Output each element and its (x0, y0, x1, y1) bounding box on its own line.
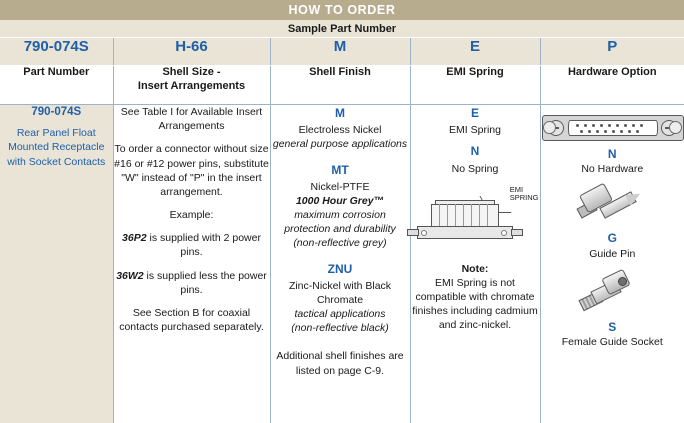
sample-part-number: 790-074S (0, 38, 113, 66)
emi-flange (417, 226, 513, 239)
emi-diagram-label-line1: EMI (510, 186, 539, 194)
dsub-d-shape (568, 120, 658, 136)
shell-size-text-1: See Table I for Available Insert Arrangements (114, 105, 270, 133)
emi-mounting-hole-right (501, 230, 507, 236)
shell-size-text-2: To order a connector without size #16 or #12 power pins, substitute "W" instead of "P" in the insert arrangement. (114, 142, 270, 199)
cell-emi-spring (410, 105, 540, 423)
shell-size-example-label: Example: (114, 208, 270, 222)
shell-size-example-2 (114, 269, 270, 297)
hardware-g-name: Guide Pin (541, 247, 684, 261)
emi-diagram-label-line2: SPRING (510, 194, 539, 202)
hardware-n-code: N (541, 146, 684, 162)
finish-znu-name-1: Zinc-Nickel with Black (271, 279, 410, 293)
emi-diagram-label (510, 186, 539, 202)
subtitle: Sample Part Number (0, 20, 684, 38)
finish-znu-name-2: Chromate (271, 293, 410, 307)
finish-m-note: general purpose applications (271, 137, 410, 151)
example-1-code: 36P2 (122, 232, 147, 244)
hardware-s-name: Female Guide Socket (541, 335, 684, 349)
cell-shell-finish (270, 105, 410, 423)
guide-socket-bore (618, 277, 627, 286)
sample-emi-spring: E (410, 38, 540, 66)
shell-size-example-1 (114, 231, 270, 259)
cell-hardware-option (540, 105, 684, 423)
finish-znu-note-1: tactical applications (271, 307, 410, 321)
shell-size-text-4: See Section B for coaxial contacts purchased separately. (114, 306, 270, 334)
column-header-row (0, 66, 684, 105)
finish-mt-code: MT (271, 162, 410, 178)
header-part-number: Part Number (0, 66, 113, 105)
header-shell-size-line1: Shell Size - (114, 66, 270, 80)
emi-note-body: EMI Spring is not compatible with chromate finishes including cadmium and zinc-nickel. (411, 276, 540, 333)
sample-hardware-option: P (540, 38, 684, 66)
emi-n-name: No Spring (411, 162, 540, 176)
emi-n-code: N (411, 143, 540, 159)
example-1-text: is supplied with 2 power pins. (147, 232, 261, 258)
hardware-g-code: G (541, 230, 684, 246)
header-shell-finish: Shell Finish (270, 66, 410, 105)
page-title: HOW TO ORDER (0, 0, 684, 20)
sample-shell-finish: M (270, 38, 410, 66)
emi-e-name: EMI Spring (411, 123, 540, 137)
finish-znu-code: ZNU (271, 261, 410, 277)
finish-mt-note-3: (non-reflective grey) (271, 236, 410, 250)
part-number-code: 790-074S (0, 105, 113, 121)
sample-part-number-row (0, 38, 684, 66)
finish-mt-name: Nickel-PTFE (271, 180, 410, 194)
cell-shell-size (113, 105, 270, 423)
finish-m-name: Electroless Nickel (271, 123, 410, 137)
sample-shell-size: H-66 (113, 38, 270, 66)
finish-footer: Additional shell finishes are listed on page C-9. (271, 349, 410, 377)
emi-note (411, 262, 540, 333)
part-number-description: Rear Panel Float Mounted Receptacle with Socket Contacts (0, 126, 113, 170)
how-to-order-table (0, 38, 684, 423)
finish-m-code: M (271, 105, 410, 121)
emi-e-code: E (411, 105, 540, 121)
guide-pin-diagram (572, 182, 652, 228)
emi-connector-hatching (431, 204, 497, 226)
header-shell-size (113, 66, 270, 105)
header-emi-spring: EMI Spring (410, 66, 540, 105)
content-row (0, 105, 684, 423)
cell-part-number (0, 105, 113, 423)
emi-mounting-hole-left (421, 230, 427, 236)
emi-flange-ear-left (407, 229, 419, 236)
hardware-s-code: S (541, 319, 684, 335)
example-2-code: 36W2 (116, 270, 143, 282)
emi-flange-ear-right (511, 229, 523, 236)
example-2-text: is supplied less the power pins. (144, 270, 267, 296)
header-hardware-option: Hardware Option (540, 66, 684, 105)
hardware-n-name: No Hardware (541, 162, 684, 176)
finish-mt-note-2: maximum corrosion protection and durability (271, 208, 410, 236)
guide-socket-diagram (572, 269, 652, 317)
finish-znu-note-2: (non-reflective black) (271, 321, 410, 335)
finish-mt-note-1: 1000 Hour Grey™ (271, 194, 410, 208)
header-shell-size-line2: Insert Arrangements (114, 80, 270, 94)
emi-spring-diagram (411, 186, 541, 256)
emi-note-title: Note: (411, 262, 540, 276)
no-hardware-connector-diagram (542, 111, 682, 143)
